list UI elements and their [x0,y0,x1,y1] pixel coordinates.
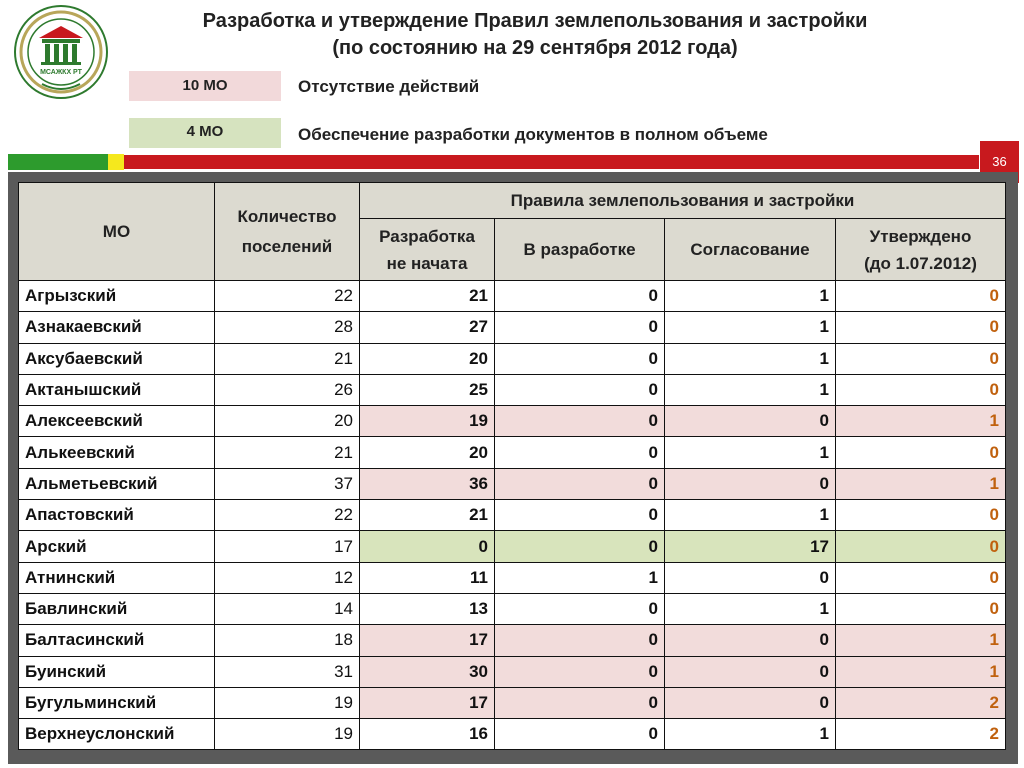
cell-approved: 0 [836,500,1006,531]
table-row [19,562,1006,593]
cell-mo-name: Балтасинский [19,625,215,656]
cell-approved: 1 [836,406,1006,437]
title-line-1: Разработка и утверждение Правил землепользования и застройки [202,10,868,32]
cell-settlements: 26 [215,374,360,405]
cell-approved: 2 [836,687,1006,718]
header-in-dev: В разработке [495,219,665,281]
stripe-green [8,154,108,170]
ministry-logo-icon [12,4,110,100]
cell-approved: 0 [836,281,1006,312]
header-approved-line-2: (до 1.07.2012) [864,253,977,273]
cell-settlements: 20 [215,406,360,437]
cell-mo-name: Верхнеуслонский [19,719,215,750]
cell-in-dev: 0 [495,593,665,624]
cell-settlements: 22 [215,281,360,312]
cell-not-started: 13 [360,593,495,624]
table-row [19,593,1006,624]
legend-text-no-action: Отсутствие действий [298,77,480,96]
cell-in-dev: 0 [495,687,665,718]
table-row [19,656,1006,687]
cell-approval: 0 [665,625,836,656]
header-mo: МО [19,183,215,281]
page-title [125,8,945,62]
table-row [19,625,1006,656]
cell-not-started: 21 [360,500,495,531]
cell-not-started: 16 [360,719,495,750]
cell-in-dev: 1 [495,562,665,593]
cell-not-started: 19 [360,406,495,437]
cell-approved: 0 [836,343,1006,374]
cell-in-dev: 0 [495,281,665,312]
cell-approval: 0 [665,406,836,437]
cell-not-started: 17 [360,687,495,718]
table-row [19,312,1006,343]
cell-approval: 1 [665,343,836,374]
page-number: 36 [980,141,1019,183]
cell-in-dev: 0 [495,312,665,343]
cell-mo-name: Аксубаевский [19,343,215,374]
cell-mo-name: Алексеевский [19,406,215,437]
cell-settlements: 22 [215,500,360,531]
cell-in-dev: 0 [495,500,665,531]
cell-not-started: 27 [360,312,495,343]
cell-approval: 1 [665,437,836,468]
cell-not-started: 21 [360,281,495,312]
cell-mo-name: Азнакаевский [19,312,215,343]
cell-mo-name: Алькеевский [19,437,215,468]
cell-in-dev: 0 [495,468,665,499]
cell-settlements: 28 [215,312,360,343]
table-row [19,531,1006,562]
cell-approved: 0 [836,562,1006,593]
zoning-rules-table [18,182,1006,750]
cell-settlements: 18 [215,625,360,656]
cell-settlements: 21 [215,437,360,468]
cell-not-started: 20 [360,343,495,374]
cell-approval: 1 [665,593,836,624]
cell-settlements: 19 [215,719,360,750]
table-row [19,406,1006,437]
cell-mo-name: Бугульминский [19,687,215,718]
cell-in-dev: 0 [495,531,665,562]
cell-approval: 0 [665,687,836,718]
header-rules-group: Правила землепользования и застройки [360,183,1006,219]
cell-mo-name: Буинский [19,656,215,687]
cell-approved: 1 [836,656,1006,687]
cell-in-dev: 0 [495,625,665,656]
cell-mo-name: Альметьевский [19,468,215,499]
table-row [19,343,1006,374]
legend-text-full-dev: Обеспечение разработки документов в полном объеме [298,125,768,144]
table-frame [8,172,1018,764]
cell-mo-name: Арский [19,531,215,562]
table-row [19,437,1006,468]
cell-settlements: 31 [215,656,360,687]
cell-mo-name: Агрызский [19,281,215,312]
table-row [19,500,1006,531]
table-row [19,687,1006,718]
legend-badge-full-dev: 4 МО [129,118,281,148]
table-row [19,719,1006,750]
header-settlements [215,183,360,281]
cell-approval: 1 [665,719,836,750]
cell-not-started: 11 [360,562,495,593]
header-not-started-line-1: Разработка [379,226,475,246]
cell-in-dev: 0 [495,374,665,405]
cell-in-dev: 0 [495,406,665,437]
cell-settlements: 12 [215,562,360,593]
cell-not-started: 25 [360,374,495,405]
cell-approval: 0 [665,656,836,687]
cell-not-started: 36 [360,468,495,499]
cell-mo-name: Атнинский [19,562,215,593]
cell-approved: 0 [836,437,1006,468]
cell-approval: 0 [665,468,836,499]
header-not-started [360,219,495,281]
cell-approved: 0 [836,531,1006,562]
cell-not-started: 20 [360,437,495,468]
cell-mo-name: Апастовский [19,500,215,531]
cell-not-started: 30 [360,656,495,687]
cell-approved: 0 [836,312,1006,343]
cell-approval: 1 [665,312,836,343]
title-line-2: (по состоянию на 29 сентября 2012 года) [332,37,738,59]
cell-settlements: 14 [215,593,360,624]
header-settlements-text: Количество поселений [237,206,337,256]
logo-label: МСАЖКХ РТ [40,69,82,76]
cell-settlements: 37 [215,468,360,499]
header-not-started-line-2: не начата [386,253,468,273]
legend-badge-no-action: 10 МО [129,71,281,101]
cell-approval: 1 [665,374,836,405]
cell-approval: 1 [665,500,836,531]
cell-approved: 1 [836,468,1006,499]
header-approved [836,219,1006,281]
cell-approval: 1 [665,281,836,312]
cell-in-dev: 0 [495,343,665,374]
table-row [19,468,1006,499]
cell-approved: 2 [836,719,1006,750]
cell-approval: 17 [665,531,836,562]
cell-mo-name: Бавлинский [19,593,215,624]
cell-mo-name: Актанышский [19,374,215,405]
cell-approved: 0 [836,593,1006,624]
cell-not-started: 17 [360,625,495,656]
cell-approved: 1 [836,625,1006,656]
table-row [19,374,1006,405]
stripe-yellow [108,154,124,170]
cell-approved: 0 [836,374,1006,405]
cell-settlements: 21 [215,343,360,374]
cell-approval: 0 [665,562,836,593]
cell-in-dev: 0 [495,437,665,468]
header-approved-line-1: Утверждено [869,226,972,246]
cell-in-dev: 0 [495,719,665,750]
cell-settlements: 19 [215,687,360,718]
stripe-red [124,155,979,169]
table-row [19,281,1006,312]
cell-not-started: 0 [360,531,495,562]
cell-settlements: 17 [215,531,360,562]
cell-in-dev: 0 [495,656,665,687]
header-approval: Согласование [665,219,836,281]
